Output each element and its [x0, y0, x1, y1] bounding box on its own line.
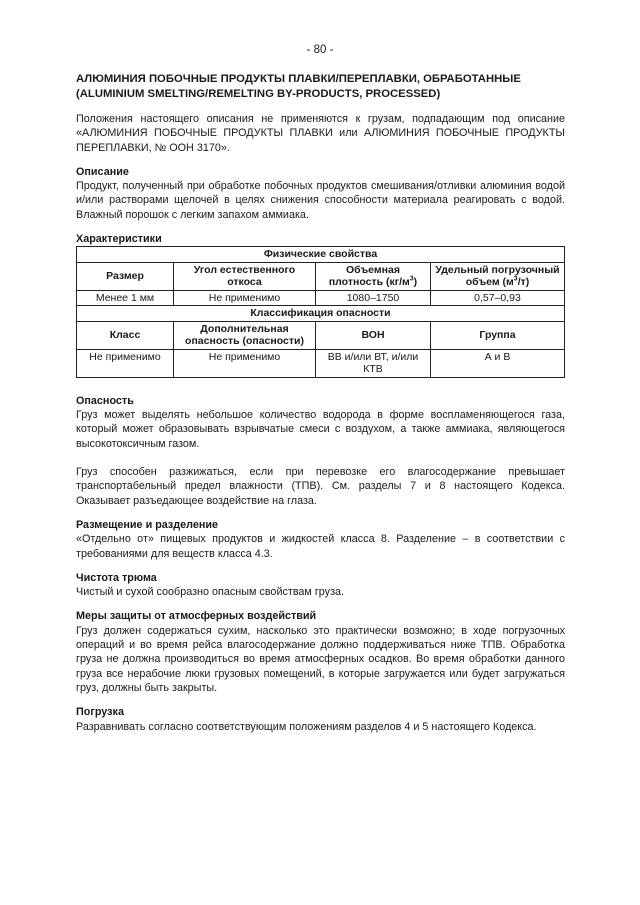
group-value: А и В: [431, 349, 565, 377]
hazard-text-1: Груз может выделять небольшое количество водорода в форме воспламеняющегося газа, который может образовывать взрывчатые смеси с воздухом, а также аммиака, являющегося высокотоксичным газом.: [76, 409, 565, 450]
size-header: Размер: [77, 262, 174, 290]
class-value: Не применимо: [77, 349, 174, 377]
hazard-text-2: Груз способен разжижаться, если при перевозке его влагосодержание превышает транспортабельный предел влажности (ТПВ). См. разделы 7 и 8 настоящего Кодекса. Оказывает разъедающее воздействие на глаза.: [76, 466, 565, 507]
title-english: (ALUMINIUM SMELTING/REMELTING BY-PRODUCTS, PROCESSED): [76, 88, 441, 100]
stowage-volume-value: 0,57–0,93: [431, 290, 565, 306]
density-value: 1080–1750: [316, 290, 431, 306]
weather-precautions-text: Груз должен содержаться сухим, насколько это практически возможно; в ходе погрузочных операций и во время рейса влагосодержание должно поддерживаться ниже ТПВ. Обработка груза не должна производиться во время атмосферных осадков. Во время обработки данного груза все нерабочие люки грузовых помещений, в которые загружается или будет загружаться груз, должны быть закрыты.: [76, 624, 565, 694]
page-title: [76, 72, 565, 102]
loading-text: Разравнивать согласно соответствующим положениям разделов 4 и 5 настоящего Кодекса.: [76, 720, 537, 733]
description-text: Продукт, полученный при обработке побочных продуктов смешивания/отливки алюминия водой и/или растворами щелочей в целях снижения способности материала реагировать с водой. Влажный порошок с легким запахом аммиака.: [76, 180, 565, 221]
hold-cleanliness-heading: Чистота трюма: [76, 571, 157, 584]
hold-cleanliness-text: Чистый и сухой сообразно опасным свойствам груза.: [76, 586, 345, 599]
additional-hazard-value: Не применимо: [174, 349, 316, 377]
stowage-heading: Размещение и разделение: [76, 518, 219, 531]
stowage-text: «Отдельно от» пищевых продуктов и жидкостей класса 8. Разделение – в соответствии с требованиями для веществ класса 4.3.: [76, 533, 565, 560]
characteristics-table: [76, 246, 565, 378]
bon-value: ВВ и/или ВТ, и/или КТВ: [316, 349, 431, 377]
page-number: - 80 -: [306, 44, 334, 56]
stowage-volume-header: Удельный погрузочный объем $(м^3/т)$: [431, 262, 565, 290]
angle-header: Угол естественного откоса: [174, 262, 316, 290]
group-header: Группа: [431, 321, 565, 349]
physical-properties-header: Физические свойства: [77, 247, 565, 263]
title-russian: АЛЮМИНИЯ ПОБОЧНЫЕ ПРОДУКТЫ ПЛАВКИ/ПЕРЕПЛАВКИ, ОБРАБОТАННЫЕ: [76, 73, 521, 85]
additional-hazard-header: Дополнительная опасность (опасности): [174, 321, 316, 349]
intro-paragraph: Положения настоящего описания не применяются к грузам, подпадающим под описание «АЛЮМИНИЯ ПОБОЧНЫЕ ПРОДУКТЫ ПЛАВКИ или АЛЮМИНИЯ ПОБОЧНЫЕ ПРОДУКТЫ ПЕРЕПЛАВКИ, № ООН 3170».: [76, 113, 565, 154]
class-header: Класс: [77, 321, 174, 349]
loading-heading: Погрузка: [76, 706, 124, 719]
density-header: Объемная плотность $(кг/м^3)$: [316, 262, 431, 290]
hazard-classification-header: Классификация опасности: [77, 306, 565, 322]
bon-header: ВОН: [316, 321, 431, 349]
page-content: [76, 72, 565, 734]
weather-precautions-heading: Меры защиты от атмосферных воздействий: [76, 610, 317, 623]
angle-value: Не применимо: [174, 290, 316, 306]
characteristics-heading: Характеристики: [76, 233, 162, 246]
description-heading: Описание: [76, 165, 129, 178]
size-value: Менее 1 мм: [77, 290, 174, 306]
hazard-heading: Опасность: [76, 394, 134, 407]
